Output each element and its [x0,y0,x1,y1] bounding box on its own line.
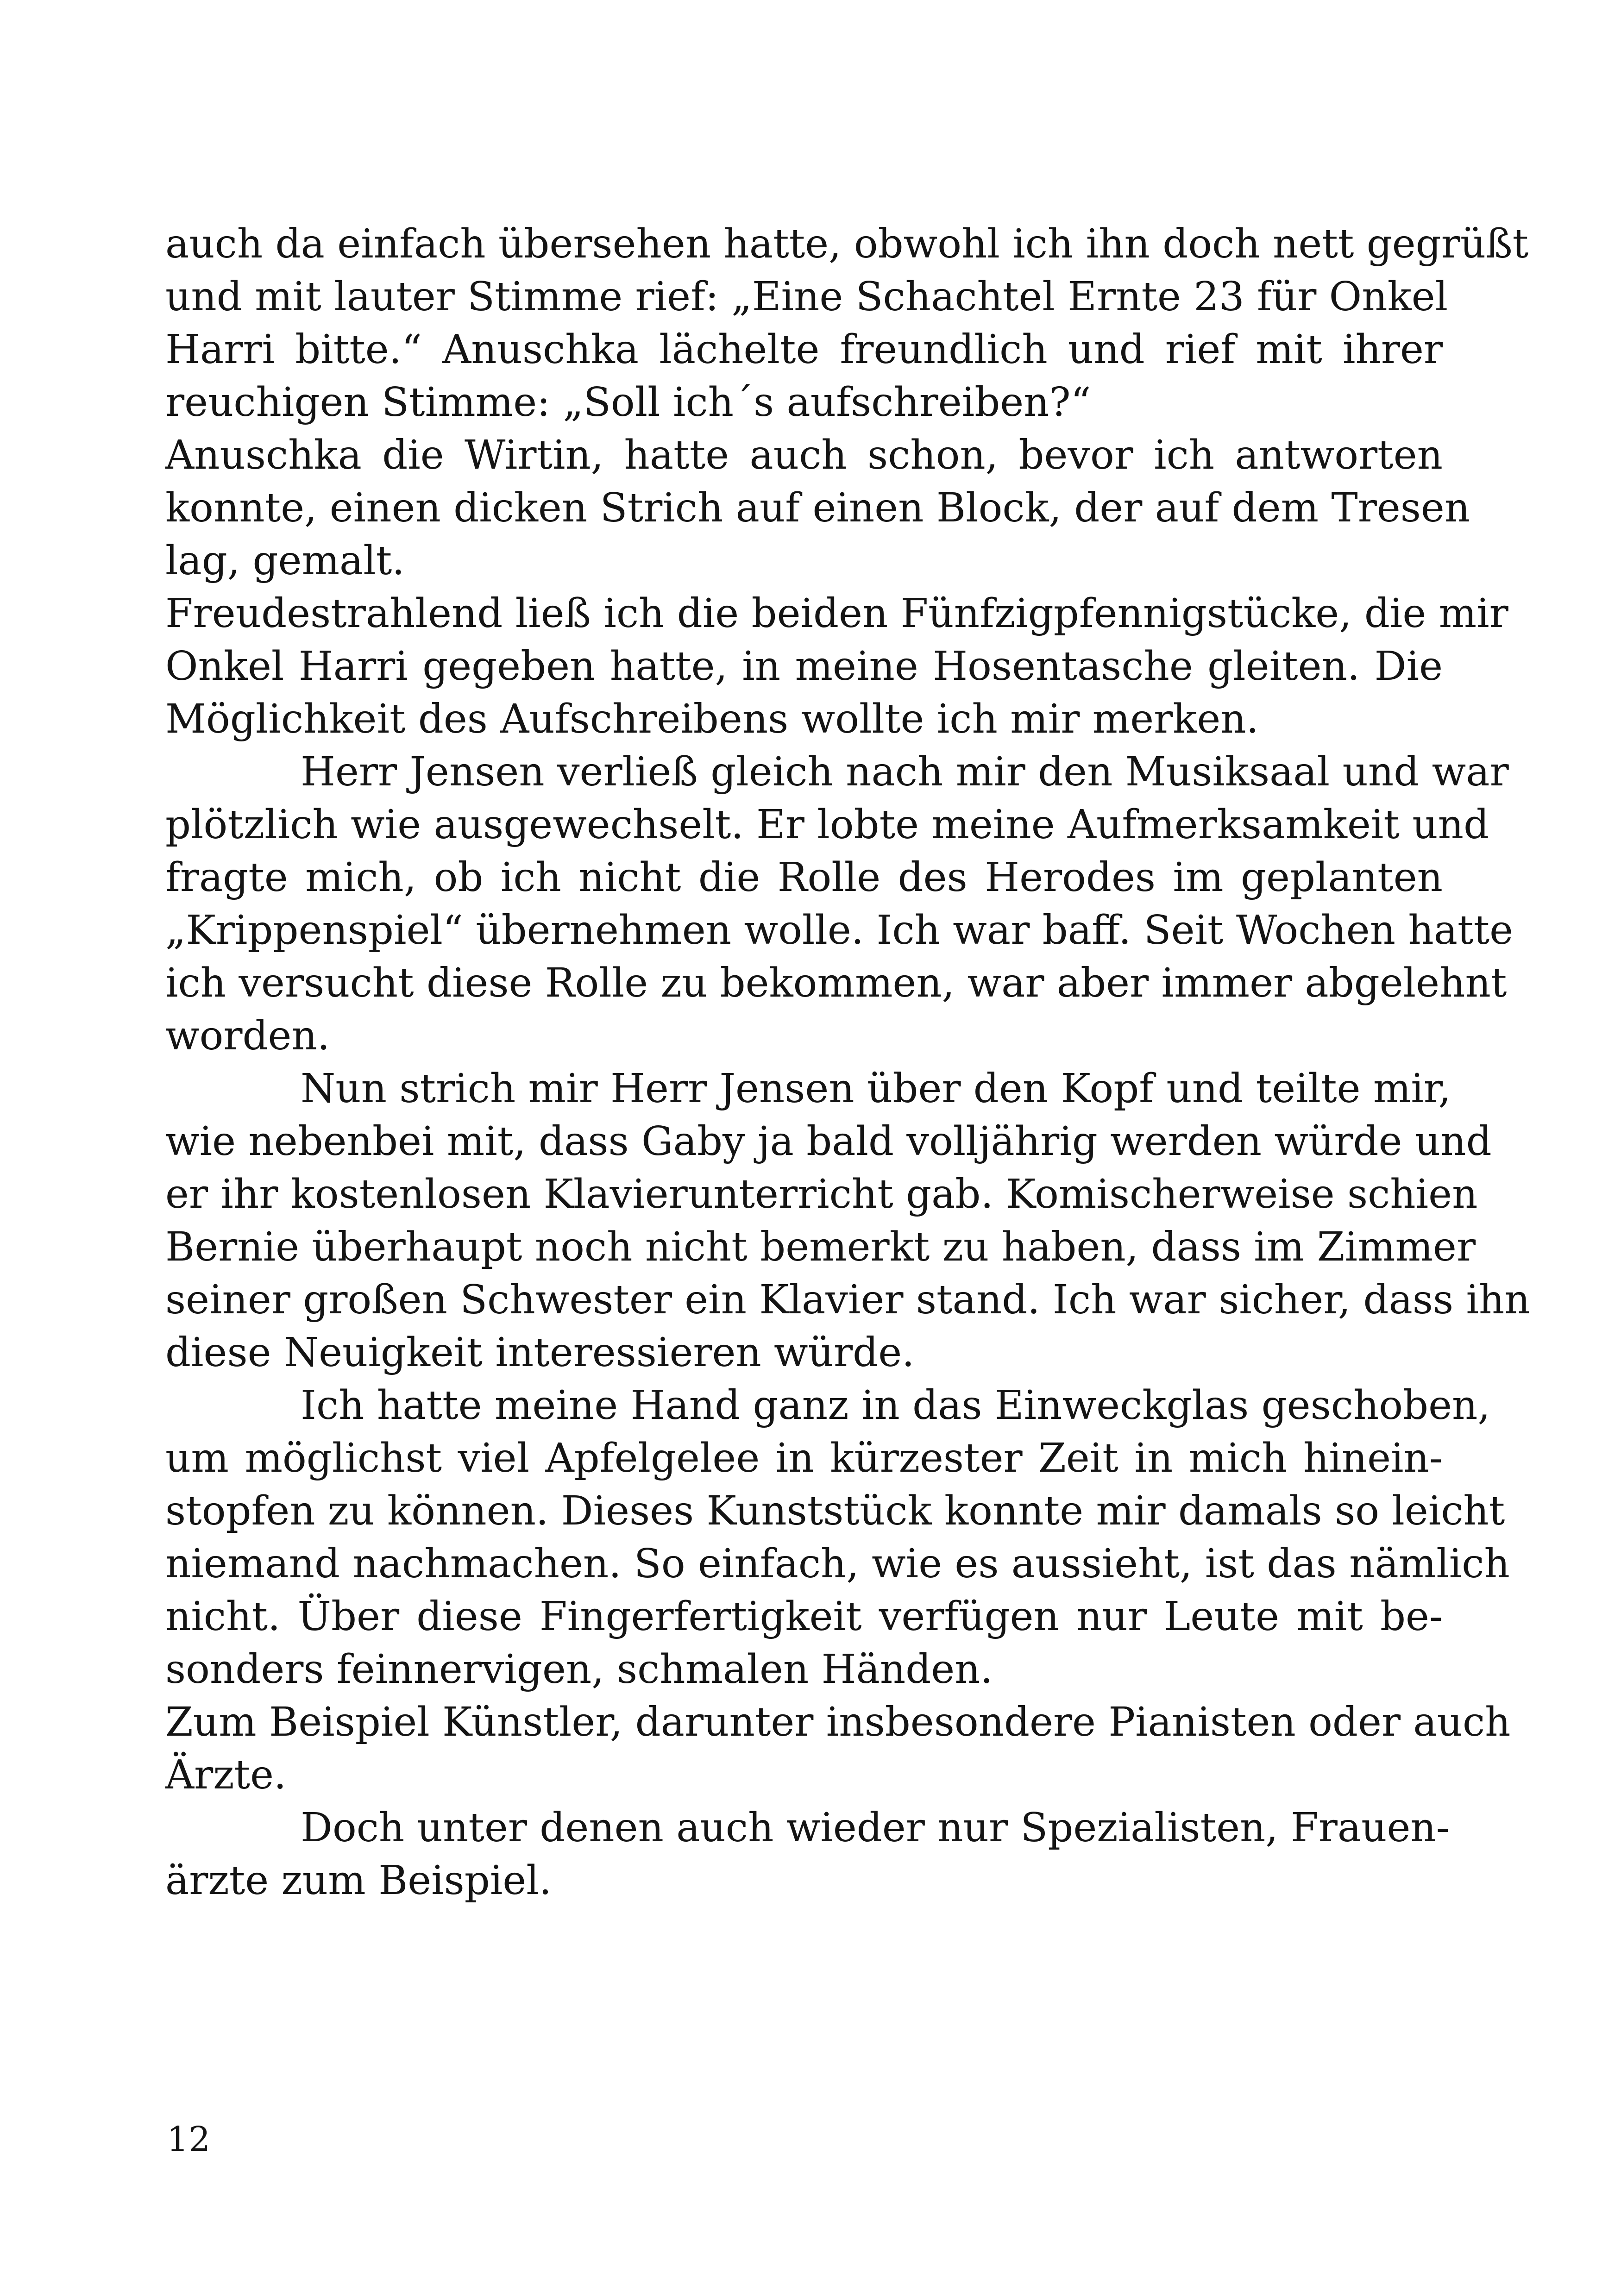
text-line: Freudestrahlend ließ ich die beiden Fünfzigpfennigstücke, die mir [165,590,1508,637]
text-line: fragte mich, ob ich nicht die Rolle des Herodes im geplanten [165,854,1443,901]
text-line: ärzte zum Beispiel. [165,1857,552,1904]
text-line: ich versucht diese Rolle zu bekommen, war aber immer abgelehnt [165,960,1507,1006]
text-line: Herr Jensen verließ gleich nach mir den Musiksaal und war [301,749,1509,795]
text-line: Ärzte. [165,1752,287,1798]
page-number: 12 [167,2120,211,2159]
text-line: Anuschka die Wirtin, hatte auch schon, bevor ich antworten [165,432,1443,478]
text-line: auch da einfach übersehen hatte, obwohl ich ihn doch nett gegrüßt [165,221,1529,267]
body-text [165,218,1530,1907]
text-line: Onkel Harri gegeben hatte, in meine Hosentasche gleiten. Die [165,643,1443,690]
text-line: seiner großen Schwester ein Klavier stand. Ich war sicher, dass ihn [165,1277,1530,1323]
text-line: konnte, einen dicken Strich auf einen Block, der auf dem Tresen [165,485,1470,531]
text-line: stopfen zu können. Dieses Kunststück konnte mir damals so leicht [165,1488,1505,1534]
text-line: plötzlich wie ausgewechselt. Er lobte meine Aufmerksamkeit und [165,802,1489,848]
text-line: wie nebenbei mit, dass Gaby ja bald volljährig werden würde und [165,1118,1492,1165]
text-line: Ich hatte meine Hand ganz in das Einweckglas geschoben, [301,1382,1490,1429]
text-line: niemand nachmachen. So einfach, wie es aussieht, ist das nämlich [165,1541,1510,1587]
text-line: und mit lauter Stimme rief: „Eine Schachtel Ernte 23 für Onkel [165,274,1448,320]
text-line: Harri bitte.“ Anuschka lächelte freundlich und rief mit ihrer [165,326,1443,373]
text-line: reuchigen Stimme: „Soll ich´s aufschreiben?“ [165,379,1091,426]
text-line: „Krippenspiel“ übernehmen wolle. Ich war baff. Seit Wochen hatte [165,907,1514,954]
text-line: lag, gemalt. [165,538,405,584]
text-line: sonders feinnervigen, schmalen Händen. [165,1646,993,1693]
text-line: um möglichst viel Apfelgelee in kürzester Zeit in mich hinein- [165,1435,1443,1481]
text-line: diese Neuigkeit interessieren würde. [165,1330,915,1376]
text-line: er ihr kostenlosen Klavierunterricht gab. Komischerweise schien [165,1171,1478,1217]
text-line: Bernie überhaupt noch nicht bemerkt zu haben, dass im Zimmer [165,1224,1476,1270]
text-line: Doch unter denen auch wieder nur Spezialisten, Frauen- [301,1805,1450,1851]
text-line: Möglichkeit des Aufschreibens wollte ich mir merken. [165,696,1259,742]
text-line: Zum Beispiel Künstler, darunter insbesondere Pianisten oder auch [165,1699,1511,1745]
text-line: worden. [165,1013,330,1059]
text-line: Nun strich mir Herr Jensen über den Kopf und teilte mir, [301,1066,1451,1112]
text-line: nicht. Über diese Fingerfertigkeit verfügen nur Leute mit be- [165,1593,1443,1640]
